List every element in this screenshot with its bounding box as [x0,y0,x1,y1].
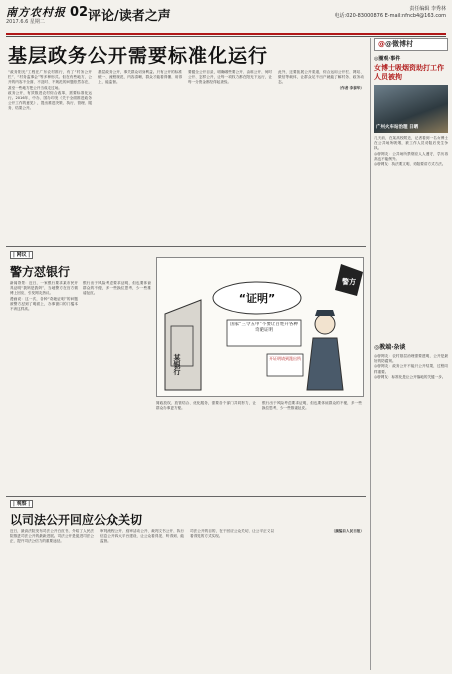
observation-headline: 以司法公开回应公众关切 [10,513,143,527]
sidebar-heading-label: @微博村 [385,40,413,48]
commentary-paragraph: 漫画说：这一次，各种“奇葩证明”的问题被警方怼到了明面上，办事窗口的门槛本不该这样高。 [10,296,78,312]
editor-line: 责任编辑 李秀林 [409,6,446,12]
observation-col-2 [100,529,184,667]
observation-paragraph: 近日，最高法院发布司法公开白皮书，介绍了人民法院推进司法公开的最新进展。司法公开是促进司法公正、提升司法公信力的重要途径。 [10,529,94,544]
contact-line: 电话:020-83000876 E-mail:nfncb4@163.com [334,13,446,19]
sidebar-photo-caption: 广州火车站治理 日晒 [376,125,419,130]
commentary-col-3 [156,401,256,475]
observation-col-3 [190,529,274,667]
speech-label: “证明” [238,292,276,305]
sidebar-photo [374,85,448,133]
observation-col-1 [10,529,94,667]
section-tag: | 网议 | [10,251,33,259]
section-tag: | 观察 | [10,500,33,508]
commentary-paragraph: 简政放权、放管结合、优化服务，需要各个部门共同努力，让群众办事更方便。 [156,401,256,411]
sidebar-item: 几天前，在某高校附近，记者看到一名女博士在公共场所吸烟，被工作人员劝阻后发生争执。 [374,136,448,151]
author-line: （作者 李泰华） [337,85,364,90]
commentary-paragraph: 银行出于风险考虑要求证明，但也要体谅群众的不便，多一些换位思考，少一些推诿扯皮。 [83,281,151,296]
section-title: 评论/读者之声 [88,9,171,24]
sidebar-section2-title: ◎教端·杂谈 [374,344,406,351]
sidebar-section-title: ◎圈观·事件 [374,56,401,62]
main-article-col-4 [278,70,364,240]
at-icon: @ [378,40,385,48]
observation-col-4 [280,529,364,667]
weibo-sidebar [370,38,448,670]
main-paragraph: 此外，还要拓展公开渠道，综合运用公开栏、网站、微信等载体，让群众足不出户就能了解村务、政务动态。 [278,70,364,85]
newspaper-logo: 南方农村报 [6,6,66,19]
police-label: 警方 [342,278,356,286]
certificate-text: 开证明请到派出所 [269,356,301,361]
observation-paragraph: 司法公开的目的，在于回应公众关切，让公平正义以看得见的方式实现。 [190,529,274,539]
masthead-contact [326,6,446,20]
sidebar-item: ◎@网友：政务公开不能只公开结果，过程同样重要。 [374,364,448,374]
observation-paragraph: （摘编自人民日报） [331,529,364,533]
cartoon-drawing [157,258,364,397]
commentary-col-1 [10,281,78,471]
sidebar-item: ◎@网友：公共场所禁烟应人人遵守，学历再高也不能例外。 [374,151,448,161]
masthead-rule-red [6,33,446,35]
sidebar-item: ◎@网友：农村基层治理需要透明，公开是最好的防腐剂。 [374,354,448,364]
main-article-col-2 [98,70,182,240]
main-paragraph: 基层政务公开，事关群众切身利益。只有公开的标准统一、流程规范、内容清晰，群众才能看得懂、用得上、能监督。 [98,70,182,85]
issue-date: 2017.6.6 星期二 [6,19,45,25]
main-article-col-3 [188,70,272,240]
masthead [6,4,446,34]
main-article [8,70,364,240]
bank-building [165,300,201,390]
bank-label: 某银行 [173,354,181,375]
main-paragraph: 政务公开，有效推进农村综合改革，需要标准化运行。2016年，中办、国办印发《关于全面推进政务公开工作的意见》，提出推进决策、执行、管理、服务、结果公开。 [8,90,92,111]
commentary-section [6,246,366,478]
sidebar-items2 [374,354,448,584]
commentary-paragraph: 银行出于风险考虑要求证明，但也要体谅群众的不便，多一些换位思考，少一些推诿扯皮。 [262,401,362,411]
sidebar-item: ◎@网友：标准化是让公开落地的关键一步。 [374,374,446,379]
editorial-cartoon [156,257,364,397]
sidebar-item: ◎@网友：执法要文明，劝阻要讲方式方法。 [374,162,446,167]
notice-sign-text: 国家“三令五申”不要让百姓开各种奇葩证明 [230,322,298,333]
main-paragraph: “政务阳光”工程在广东农村推行，有了“村务公开栏”、“村务监事会”等多种形式。但在有些地方，公开的内容不全面、不及时、不规范的问题依然存在，甚至一些地方把公开当成走过场。 [8,70,92,90]
masthead-rule-thin [6,36,446,37]
commentary-headline: 警方怼银行 [10,265,71,279]
commentary-paragraph: 新闻背景：近日，一家银行要求某市民开具证明“我妈是我妈”，当地警方在官方微博上回应，引发网友热议。 [10,281,78,296]
sidebar-items [374,136,448,336]
main-headline: 基层政务公开需要标准化运行 [8,45,269,67]
observation-paragraph: 审判流程公开、庭审活动公开、裁判文书公开、执行信息公开四大平台建设，让公众看得见、听得到、能监督。 [100,529,184,544]
page-number: 02 [70,5,89,20]
main-paragraph: 要健全公开目录，明确哪些要公开、由谁公开、何时公开、怎样公开，让每一项权力都在阳光下运行，让每一分资金都经得起查验。 [188,70,272,85]
main-article-col-1 [8,70,92,240]
sidebar-heading [374,38,448,51]
sidebar-event-title: 女博士吸烟资助打工作人员被拘 [374,64,444,81]
commentary-col-4 [262,401,362,475]
observation-section [6,496,366,670]
commentary-col-2 [83,281,151,471]
